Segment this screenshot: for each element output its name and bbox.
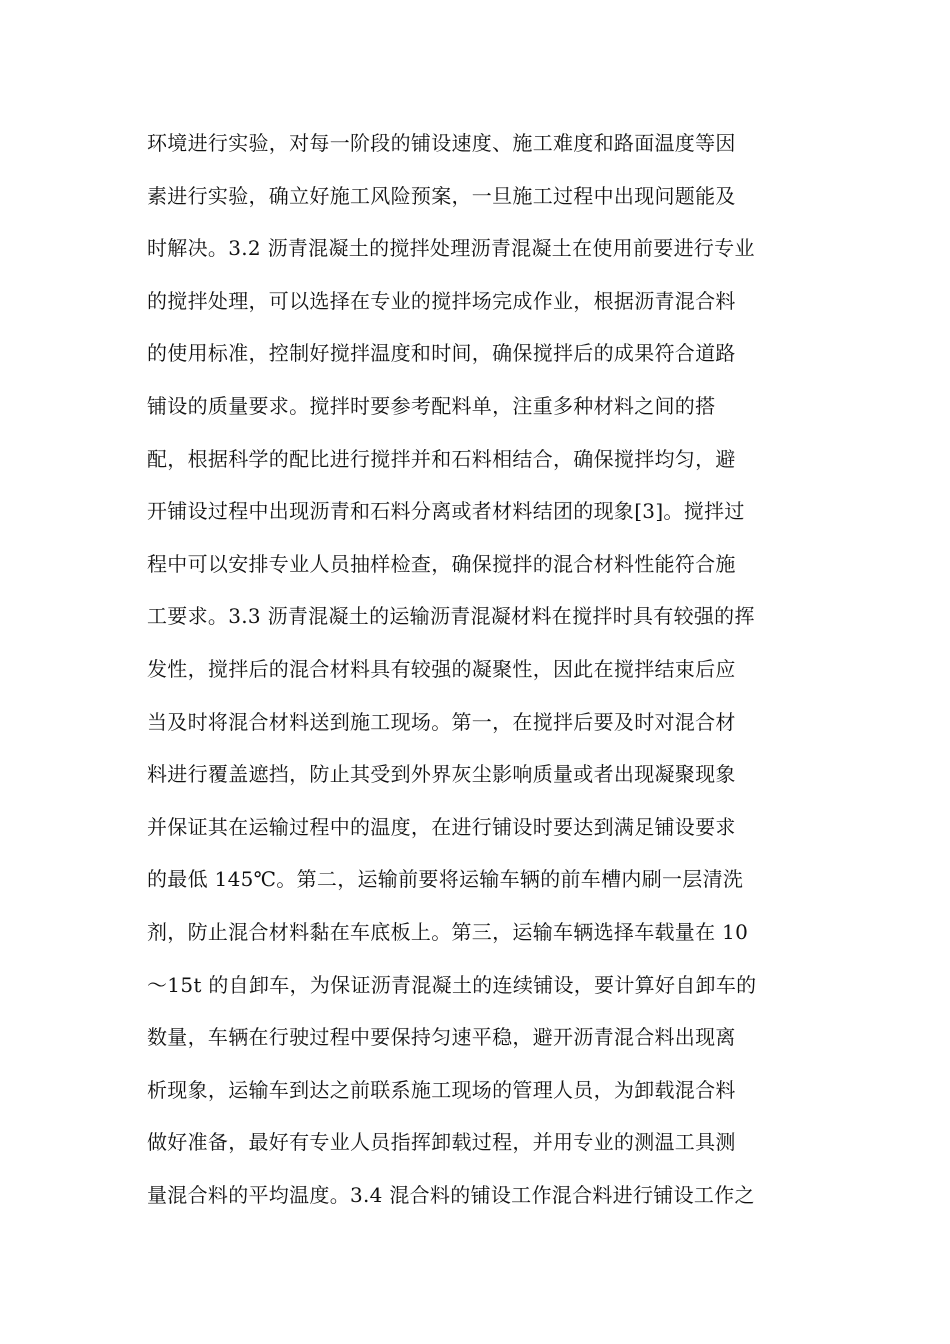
text-line: 的使用标准，控制好搅拌温度和时间，确保搅拌后的成果符合道路 — [147, 341, 736, 366]
text-line: 开铺设过程中出现沥青和石料分离或者材料结团的现象[3]。搅拌过 — [147, 499, 745, 524]
text-line: 当及时将混合材料送到施工现场。第一，在搅拌后要及时对混合材 — [147, 709, 736, 734]
text-line: 铺设的质量要求。搅拌时要参考配料单，注重多种材料之间的搭 — [147, 393, 716, 418]
text-line: 并保证其在运输过程中的温度，在进行铺设时要达到满足铺设要求 — [147, 814, 736, 839]
text-line: 工要求。3.3 沥青混凝土的运输沥青混凝材料在搅拌时具有较强的挥 — [147, 604, 755, 629]
body-paragraph — [147, 117, 817, 1221]
text-line: 做好准备，最好有专业人员指挥卸载过程，并用专业的测温工具测 — [147, 1130, 736, 1155]
text-line: 的搅拌处理，可以选择在专业的搅拌场完成作业，根据沥青混合料 — [147, 288, 736, 313]
text-line: 量混合料的平均温度。3.4 混合料的铺设工作混合料进行铺设工作之 — [147, 1182, 755, 1207]
text-line: 料进行覆盖遮挡，防止其受到外界灰尘影响质量或者出现凝聚现象 — [147, 762, 736, 787]
text-line: 环境进行实验，对每一阶段的铺设速度、施工难度和路面温度等因 — [147, 131, 736, 155]
text-line: 的最低 145℃。第二，运输前要将运输车辆的前车槽内刷一层清洗 — [147, 867, 744, 892]
text-line: 时解决。3.2 沥青混凝土的搅拌处理沥青混凝土在使用前要进行专业 — [147, 236, 755, 261]
text-line: ～15t 的自卸车，为保证沥青混凝土的连续铺设，要计算好自卸车的 — [147, 972, 757, 997]
text-line: 发性，搅拌后的混合材料具有较强的凝聚性，因此在搅拌结束后应 — [147, 656, 736, 681]
text-line: 剂，防止混合材料黏在车底板上。第三，运输车辆选择车载量在 10 — [147, 919, 749, 944]
text-line: 数量，车辆在行驶过程中要保持匀速平稳，避开沥青混合料出现离 — [147, 1025, 736, 1050]
text-line: 析现象，运输车到达之前联系施工现场的管理人员，为卸载混合料 — [147, 1077, 736, 1102]
text-line: 配，根据科学的配比进行搅拌并和石料相结合，确保搅拌均匀，避 — [147, 446, 736, 471]
text-line: 程中可以安排专业人员抽样检查，确保搅拌的混合材料性能符合施 — [147, 551, 736, 576]
text-line: 素进行实验，确立好施工风险预案，一旦施工过程中出现问题能及 — [147, 183, 736, 208]
